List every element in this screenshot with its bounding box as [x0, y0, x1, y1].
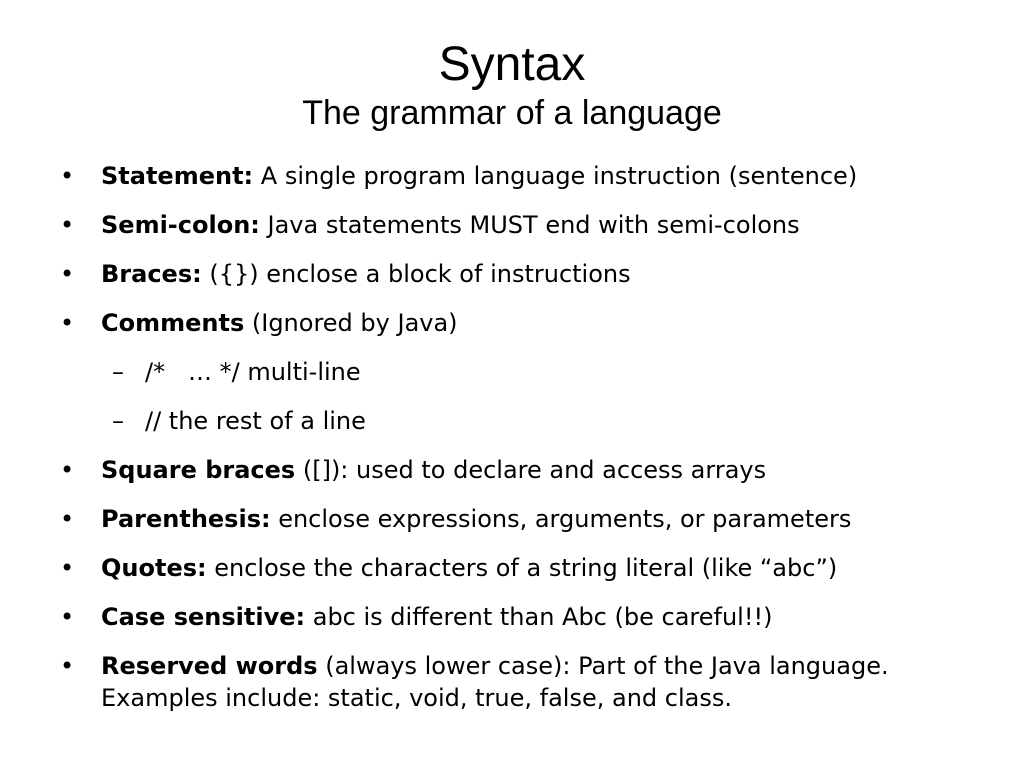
item-term: Case sensitive: [101, 603, 306, 631]
item-text: A single program language instruction (sentence) [253, 162, 858, 190]
item-text: ({}) enclose a block of instructions [201, 260, 631, 288]
item-text: (always lower case): Part of the Java language. Examples include: static, void, true, false, and class. [101, 652, 889, 712]
item-term: Comments [101, 309, 245, 337]
item-text: abc is different than Abc (be careful!!) [305, 603, 773, 631]
sub-item-text: // the rest of a line [145, 407, 366, 435]
bullet-icon: • [60, 603, 75, 631]
slide-subtitle: The grammar of a language [302, 94, 722, 132]
item-text: enclose expressions, arguments, or parameters [270, 505, 852, 533]
bullet-icon: • [60, 309, 75, 337]
bullet-icon: • [60, 554, 75, 582]
list-item-comments [60, 307, 980, 339]
slide-title: Syntax [438, 38, 586, 91]
bullet-icon: • [60, 162, 75, 190]
title-block [0, 36, 1024, 132]
bullet-icon: • [60, 456, 75, 484]
dash-icon: – [112, 358, 124, 386]
item-term: Braces: [101, 260, 202, 288]
list-item-statement [60, 160, 980, 192]
list-item-semi-colon [60, 209, 980, 241]
bullet-list [60, 160, 980, 731]
item-term: Reserved words [101, 652, 318, 680]
item-text: enclose the characters of a string literal (like “abc”) [206, 554, 838, 582]
bullet-icon: • [60, 260, 75, 288]
item-text: (Ignored by Java) [244, 309, 458, 337]
item-term: Statement: [101, 162, 254, 190]
sub-item-text: /* … */ multi-line [145, 358, 361, 386]
list-item-case-sensitive [60, 601, 980, 633]
item-text: Java statements MUST end with semi-colons [259, 211, 800, 239]
list-item-parenthesis [60, 503, 980, 535]
list-item-square-braces [60, 454, 980, 486]
bullet-icon: • [60, 211, 75, 239]
bullet-icon: • [60, 505, 75, 533]
list-item-quotes [60, 552, 980, 584]
item-text: ([]): used to declare and access arrays [295, 456, 767, 484]
dash-icon: – [112, 407, 124, 435]
item-term: Quotes: [101, 554, 207, 582]
item-term: Square braces [101, 456, 296, 484]
sub-item-line-comment [60, 405, 980, 437]
bullet-icon: • [60, 652, 75, 680]
item-term: Semi-colon: [101, 211, 260, 239]
list-item-braces [60, 258, 980, 290]
item-term: Parenthesis: [101, 505, 271, 533]
sub-item-multi-line-comment [60, 356, 980, 388]
list-item-reserved-words [60, 650, 980, 714]
